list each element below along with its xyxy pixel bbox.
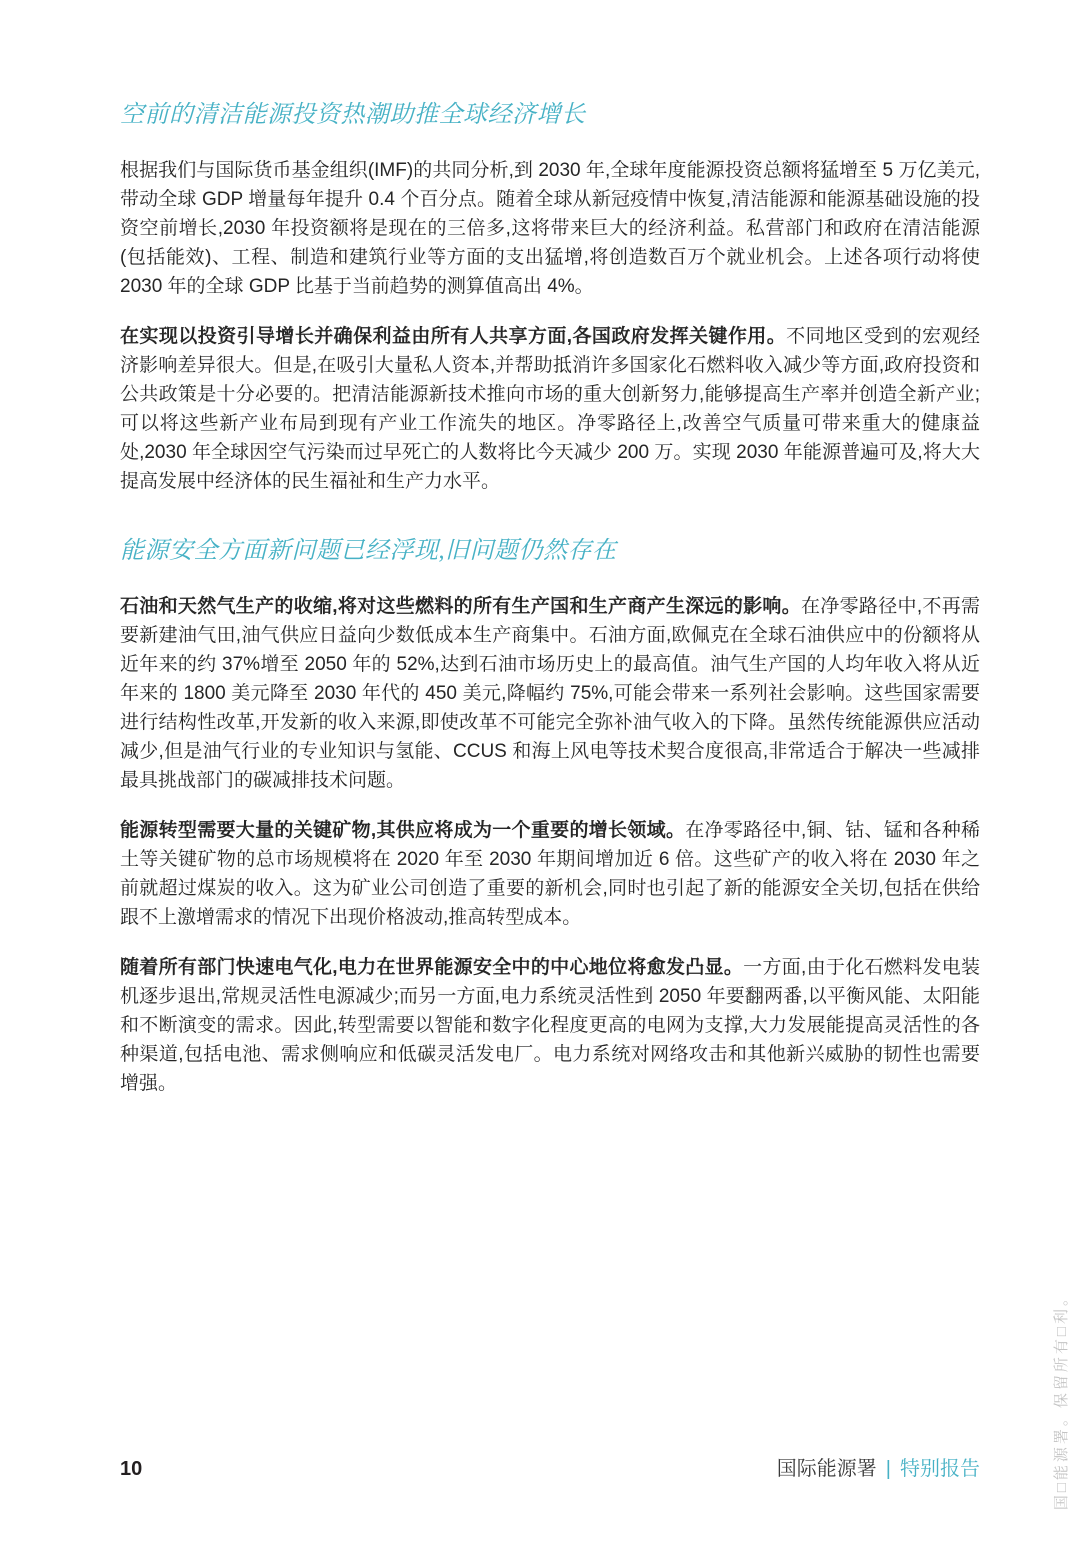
footer-report-label [777, 1452, 980, 1481]
paragraph-text: 在净零路径中,铜、钴、锰和各种稀土等关键矿物的总市场规模将在 2020 年至 2030 年期间增加近 6 倍。这些矿产的收入将在 2030 年之前就超过煤炭的收入。这为矿业公司创造了重要的新机会,同时也引起了新的能源安全关切,包括在供给跟不上激增需求的情况下出现价格波动,推高转型成本。 [120, 820, 981, 928]
paragraph-text: 根据我们与国际货币基金组织(IMF)的共同分析,到 2030 年,全球年度能源投资总额将猛增至 5 万亿美元,带动全球 GDP 增量每年提升 0.4 个百分点。随着全球从新冠疫情中恢复,清洁能源和能源基础设施的投资空前增长,2030 年投资额将是现在的三倍多,这将带来巨大的经济利益。私营部门和政府在清洁能源(包括能效)、工程、制造和建筑行业等方面的支出猛增,将创造数百万个就业机会。上述各项行动将使 2030 年的全球 GDP 比基于当前趋势的测算值高出 4%。 [120, 160, 980, 297]
paragraph [120, 592, 980, 795]
paragraph [120, 953, 980, 1098]
footer-org: 国际能源署 [776, 1458, 877, 1480]
section-clean-energy-investment [120, 100, 980, 496]
page-footer [120, 1452, 980, 1481]
paragraph-lead: 能源转型需要大量的关键矿物,其供应将成为一个重要的增长领域。 [120, 820, 686, 841]
paragraph [120, 816, 980, 932]
document-page [120, 100, 980, 1119]
footer-report-type: 特别报告 [900, 1458, 980, 1480]
footer-separator: | [885, 1458, 891, 1480]
paragraph-lead: 在实现以投资引导增长并确保利益由所有人共享方面,各国政府发挥关键作用。 [120, 326, 787, 347]
section-heading: 能源安全方面新问题已经浮现,旧问题仍然存在 [120, 538, 617, 564]
paragraph-text: 在净零路径中,不再需要新建油气田,油气供应日益向少数低成本生产商集中。石油方面,欧佩克在全球石油供应中的份额将从近年来的约 37%增至 2050 年的 52%,达到石油市场历史上的最高值。油气生产国的人均年收入将从近年来的 1800 美元降至 2030 年代的 450 美元,降幅约 75%,可能会带来一系列社会影响。这些国家需要进行结构性改革,开发新的收入来源,即使改革不可能完全弥补油气收入的下降。虽然传统能源供应活动减少,但是油气行业的专业知识与氢能、CCUS 和海上风电等技术契合度很高,非常适合于解决一些减排最具挑战部门的碳减排技术问题。 [120, 596, 980, 791]
paragraph-lead: 随着所有部门快速电气化,电力在世界能源安全中的中心地位将愈发凸显。 [120, 957, 744, 978]
paragraph-text: 不同地区受到的宏观经济影响差异很大。但是,在吸引大量私人资本,并帮助抵消许多国家化石燃料收入减少等方面,政府投资和公共政策是十分必要的。把清洁能源新技术推向市场的重大创新努力,能够提高生产率并创造全新产业;可以将这些新产业布局到现有产业工作流失的地区。净零路径上,改善空气质量可带来重大的健康益处,2030 年全球因空气污染而过早死亡的人数将比今天减少 200 万。实现 2030 年能源普遍可及,将大大提高发展中经济体的民生福祉和生产力水平。 [120, 326, 980, 492]
rights-watermark: 国□能源署。保留所有□利。 [1053, 1288, 1070, 1511]
paragraph-lead: 石油和天然气生产的收缩,将对这些燃料的所有生产国和生产商产生深远的影响。 [120, 596, 802, 617]
page-number: 10 [120, 1458, 143, 1480]
paragraph [120, 156, 980, 301]
paragraph [120, 322, 980, 496]
section-heading: 空前的清洁能源投资热潮助推全球经济增长 [120, 102, 586, 128]
paragraph-text: 一方面,由于化石燃料发电装机逐步退出,常规灵活性电源减少;而另一方面,电力系统灵活性到 2050 年要翻两番,以平衡风能、太阳能和不断演变的需求。因此,转型需要以智能和数字化程度更高的电网为支撑,大力发展能提高灵活性的各种渠道,包括电池、需求侧响应和低碳灵活发电厂。电力系统对网络攻击和其他新兴威胁的韧性也需要增强。 [120, 957, 981, 1094]
section-energy-security [120, 536, 980, 1098]
